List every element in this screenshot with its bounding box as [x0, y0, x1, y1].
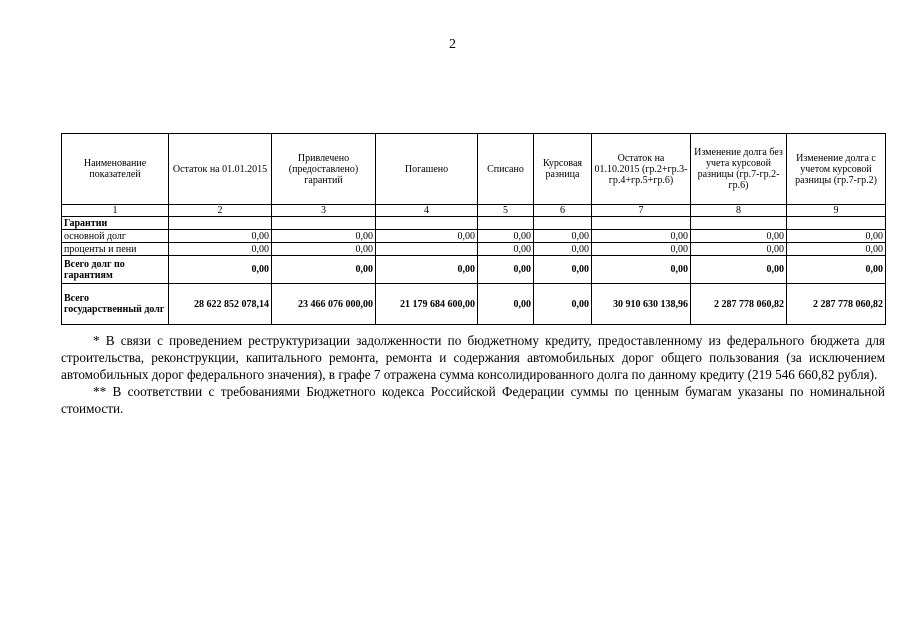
value-cell: 21 179 684 600,00 — [376, 284, 478, 325]
table-row — [62, 230, 886, 243]
value-cell: 0,00 — [787, 243, 886, 256]
header-cell: Изменение долга без учета курсовой разницы (гр.7-гр.2-гр.6) — [691, 134, 787, 205]
header-cell: Списано — [478, 134, 534, 205]
footnote-1: * В связи с проведением реструктуризации задолженности по бюджетному кредиту, предоставленному из федерального бюджета для строительства, реконструкции, капитального ремонта, ремонта и содержания автомобильных дорог общего пользования (за исключением автомобильных дорог федерального значения), в графе 7 отражена сумма консолидированного долга по данному кредиту (219 546 660,82 рубля). — [61, 333, 885, 382]
value-cell: 0,00 — [272, 230, 376, 243]
column-number: 8 — [691, 205, 787, 217]
value-cell: 0,00 — [478, 284, 534, 325]
value-cell: 23 466 076 000,00 — [272, 284, 376, 325]
value-cell: 0,00 — [592, 256, 691, 284]
page-number: 2 — [449, 37, 456, 52]
table-row-total — [62, 256, 886, 284]
row-label: Всего долг по гарантиям — [62, 256, 169, 284]
column-number: 5 — [478, 205, 534, 217]
row-label: проценты и пени — [62, 243, 169, 256]
column-number-row — [62, 205, 886, 217]
value-cell: 0,00 — [787, 256, 886, 284]
footnote-2: ** В соответствии с требованиями Бюджетного кодекса Российской Федерации суммы по ценным бумагам указаны по номинальной стоимости. — [61, 384, 885, 416]
value-cell: 0,00 — [478, 243, 534, 256]
header-cell: Привлечено (предоставлено) гарантий — [272, 134, 376, 205]
column-number: 1 — [62, 205, 169, 217]
section-row — [62, 217, 886, 230]
value-cell: 28 622 852 078,14 — [169, 284, 272, 325]
section-title: Гарантии — [62, 217, 169, 230]
value-cell: 0,00 — [691, 256, 787, 284]
value-cell — [376, 243, 478, 256]
value-cell: 0,00 — [169, 243, 272, 256]
value-cell: 0,00 — [592, 243, 691, 256]
value-cell: 0,00 — [272, 256, 376, 284]
column-number: 9 — [787, 205, 886, 217]
row-label: основной долг — [62, 230, 169, 243]
value-cell: 0,00 — [787, 230, 886, 243]
column-number: 3 — [272, 205, 376, 217]
value-cell: 0,00 — [376, 256, 478, 284]
value-cell: 30 910 630 138,96 — [592, 284, 691, 325]
value-cell: 0,00 — [169, 230, 272, 243]
value-cell: 0,00 — [534, 284, 592, 325]
value-cell: 2 287 778 060,82 — [691, 284, 787, 325]
value-cell: 0,00 — [691, 230, 787, 243]
table-row-grand-total — [62, 284, 886, 325]
value-cell: 0,00 — [272, 243, 376, 256]
debt-table — [61, 133, 886, 325]
column-number: 4 — [376, 205, 478, 217]
value-cell: 0,00 — [534, 256, 592, 284]
header-row — [62, 134, 886, 205]
header-cell: Остаток на 01.10.2015 (гр.2+гр.3-гр.4+гр.5+гр.6) — [592, 134, 691, 205]
value-cell: 0,00 — [592, 230, 691, 243]
value-cell: 0,00 — [478, 256, 534, 284]
value-cell: 0,00 — [376, 230, 478, 243]
header-cell: Курсовая разница — [534, 134, 592, 205]
value-cell: 0,00 — [534, 230, 592, 243]
value-cell: 0,00 — [478, 230, 534, 243]
value-cell: 2 287 778 060,82 — [787, 284, 886, 325]
header-cell: Изменение долга с учетом курсовой разницы (гр.7-гр.2) — [787, 134, 886, 205]
header-cell: Погашено — [376, 134, 478, 205]
column-number: 6 — [534, 205, 592, 217]
value-cell: 0,00 — [169, 256, 272, 284]
row-label: Всего государственный долг — [62, 284, 169, 325]
header-cell: Наименование показателей — [62, 134, 169, 205]
footnotes — [61, 332, 885, 417]
column-number: 7 — [592, 205, 691, 217]
value-cell: 0,00 — [691, 243, 787, 256]
table-row — [62, 243, 886, 256]
value-cell: 0,00 — [534, 243, 592, 256]
header-cell: Остаток на 01.01.2015 — [169, 134, 272, 205]
column-number: 2 — [169, 205, 272, 217]
